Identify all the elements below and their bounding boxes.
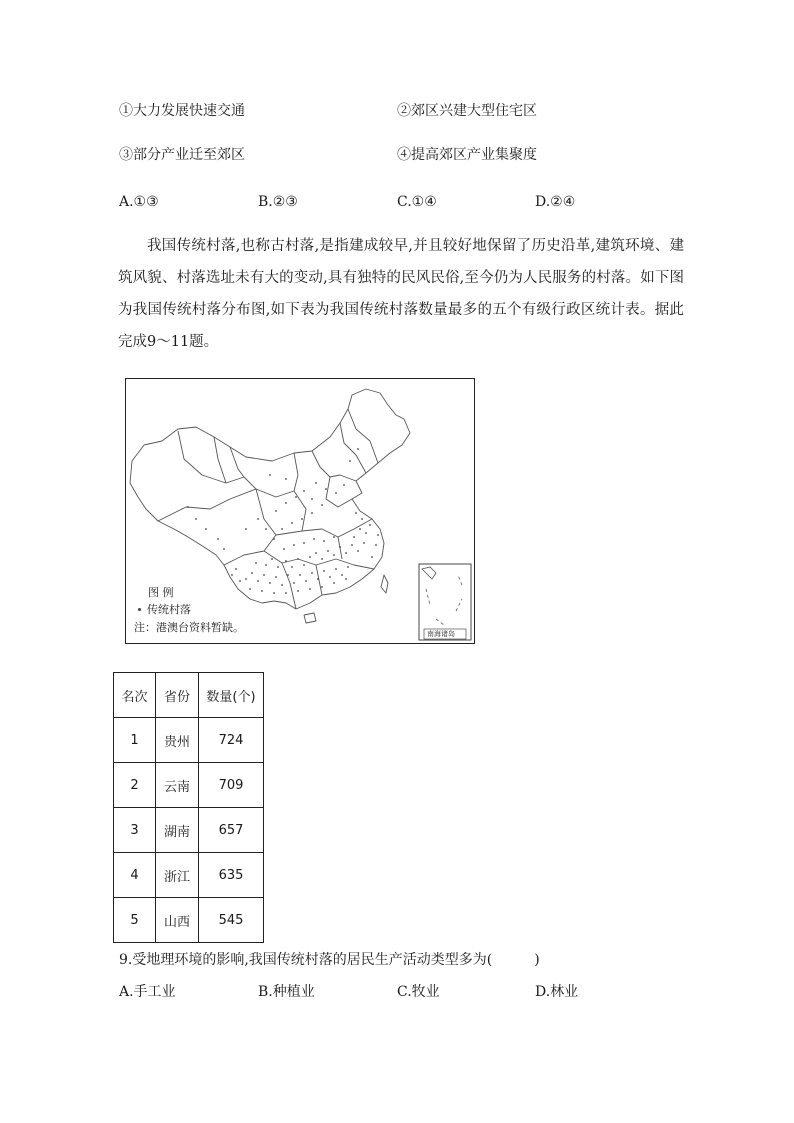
cell-count: 709 (199, 763, 264, 808)
map-note: 注：港澳台资料暂缺。 (134, 621, 244, 634)
cell-rank: 2 (114, 763, 156, 808)
inset-label: 南海诸岛 (427, 630, 455, 638)
cell-count: 657 (199, 808, 264, 853)
table-row (114, 763, 264, 808)
q9-option-d: D.林业 (535, 984, 579, 1000)
q9-option-c: C.牧业 (397, 984, 440, 1000)
cell-province: 云南 (156, 763, 199, 808)
cell-count: 545 (199, 898, 264, 943)
cell-province: 湖南 (156, 808, 199, 853)
table-row (114, 808, 264, 853)
passage-text: 我国传统村落,也称古村落,是指建成较早,并且较好地保留了历史沿革,建筑环境、建筑风貌、村落选址未有大的变动,具有独特的民风民俗,至今仍为人民服务的村落。如下图为我国传统村落分布图,如下表为我国传统村落数量最多的五个有级行政区统计表。据此完成9～11题。 (118, 238, 684, 350)
table-row (114, 898, 264, 943)
cell-province: 浙江 (156, 853, 199, 898)
answer-c: C.①④ (397, 194, 437, 210)
legend-title: 图 例 (148, 586, 174, 599)
village-count-table (113, 672, 264, 943)
cell-province: 贵州 (156, 718, 199, 763)
table-header-row (114, 673, 264, 718)
cell-rank: 1 (114, 718, 156, 763)
option-1: ①大力发展快速交通 (119, 103, 245, 119)
legend-item (136, 601, 191, 618)
header-count: 数量(个) (199, 673, 264, 718)
answer-b: B.②③ (258, 194, 298, 210)
header-rank: 名次 (114, 673, 156, 718)
q9-option-a: A.手工业 (119, 984, 176, 1000)
header-province: 省份 (156, 673, 199, 718)
table-row (114, 718, 264, 763)
cell-rank: 4 (114, 853, 156, 898)
cell-rank: 5 (114, 898, 156, 943)
cell-count: 635 (199, 853, 264, 898)
legend-dot-icon (138, 608, 141, 611)
answer-a: A.①③ (119, 194, 159, 210)
option-2: ②郊区兴建大型住宅区 (397, 103, 537, 119)
option-4: ④提高郊区产业集聚度 (397, 147, 537, 163)
china-village-map (125, 378, 475, 644)
q9-option-b: B.种植业 (258, 984, 315, 1000)
table-row (114, 853, 264, 898)
answer-d: D.②④ (535, 194, 576, 210)
cell-count: 724 (199, 718, 264, 763)
option-3: ③部分产业迁至郊区 (119, 147, 245, 163)
question-9-stem: 9.受地理环境的影响,我国传统村落的居民生产活动类型多为( ) (119, 952, 540, 968)
legend-item-label: 传统村落 (147, 603, 191, 616)
cell-rank: 3 (114, 808, 156, 853)
cell-province: 山西 (156, 898, 199, 943)
